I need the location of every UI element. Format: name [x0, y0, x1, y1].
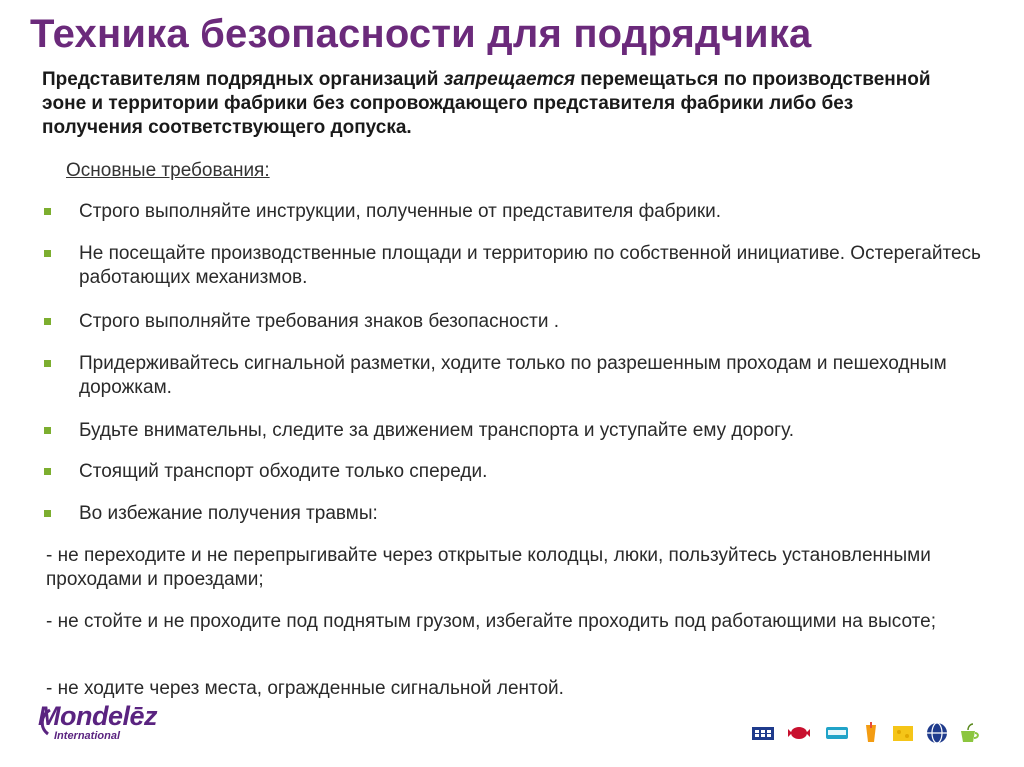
- drink-icon: [858, 722, 884, 744]
- sub-item: - не переходите и не перепрыгивайте через открытые колодцы, люки, пользуйтесь установленными проходами и проездами;: [46, 545, 931, 590]
- logo-wordmark: Mondelēz: [38, 701, 158, 731]
- cheese-icon: [890, 722, 916, 744]
- oreo-icon: [750, 722, 776, 744]
- requirements-heading: Основные требования:: [66, 160, 270, 181]
- candy-icon: [786, 722, 812, 744]
- bullet-square-icon: [44, 250, 51, 257]
- bullet-square-icon: [44, 510, 51, 517]
- slide: Техника безопасности для подрядчика Представителям подрядных организаций запрещается перемещаться по производственной эоне и территории фабрики без сопровождающего представителя фабрики либо без получения соответствующего допуска. Основные требования: Строго выполняйте инструкции, полученные от представителя фабрики. Не посещайте производственные площади и территорию по собственной инициативе. Остерегайтесь работающих механизмов. Строго выполняйте требования знаков безопасности . Придерживайтесь сигнальной разметки, ходите только по разрешенным проходам и пешеходным дорожкам. Будьте внимательны, следите за движением транспорта и уступайте ему дорогу. Стоящий транспорт обходите только спереди. Во избежание получения травмы: - не переходите и не перепрыгивайте через открытые колодцы, люки, пользуйтесь установленными проходами и проездами; - не стойте и не проходите под поднятым грузом, избегайте проходить под работающими на высоте; - не ходите через места, огражденные сигнальной лентой. Mondelēz International: [0, 0, 1024, 767]
- bullet-square-icon: [44, 360, 51, 367]
- bullet-square-icon: [44, 208, 51, 215]
- cookie-box-icon: [824, 722, 850, 744]
- bullet-square-icon: [44, 468, 51, 475]
- intro-emphasis: запрещается: [443, 69, 576, 90]
- sub-item: - не стойте и не проходите под поднятым грузом, избегайте проходить под работающими на высоте;: [46, 611, 936, 632]
- sub-item: - не ходите через места, огражденные сигнальной лентой.: [46, 678, 564, 699]
- bullet-square-icon: [44, 318, 51, 325]
- globe-icon: [924, 722, 950, 744]
- mondelez-logo: [38, 702, 157, 742]
- intro-text-1: Представителям подрядных организаций: [42, 69, 444, 90]
- bullet-square-icon: [44, 427, 51, 434]
- logo-swoosh-icon: [38, 708, 52, 736]
- intro-paragraph: [42, 68, 942, 140]
- apple-cup-icon: [956, 722, 982, 744]
- page-title: Техника безопасности для подрядчика: [30, 12, 812, 56]
- logo-subtitle: International: [54, 730, 121, 742]
- intro-text-2: перемещаться по производственной эоне и территории фабрики без сопровождающего представителя фабрики либо без получения соответствующего допуска.: [42, 69, 931, 138]
